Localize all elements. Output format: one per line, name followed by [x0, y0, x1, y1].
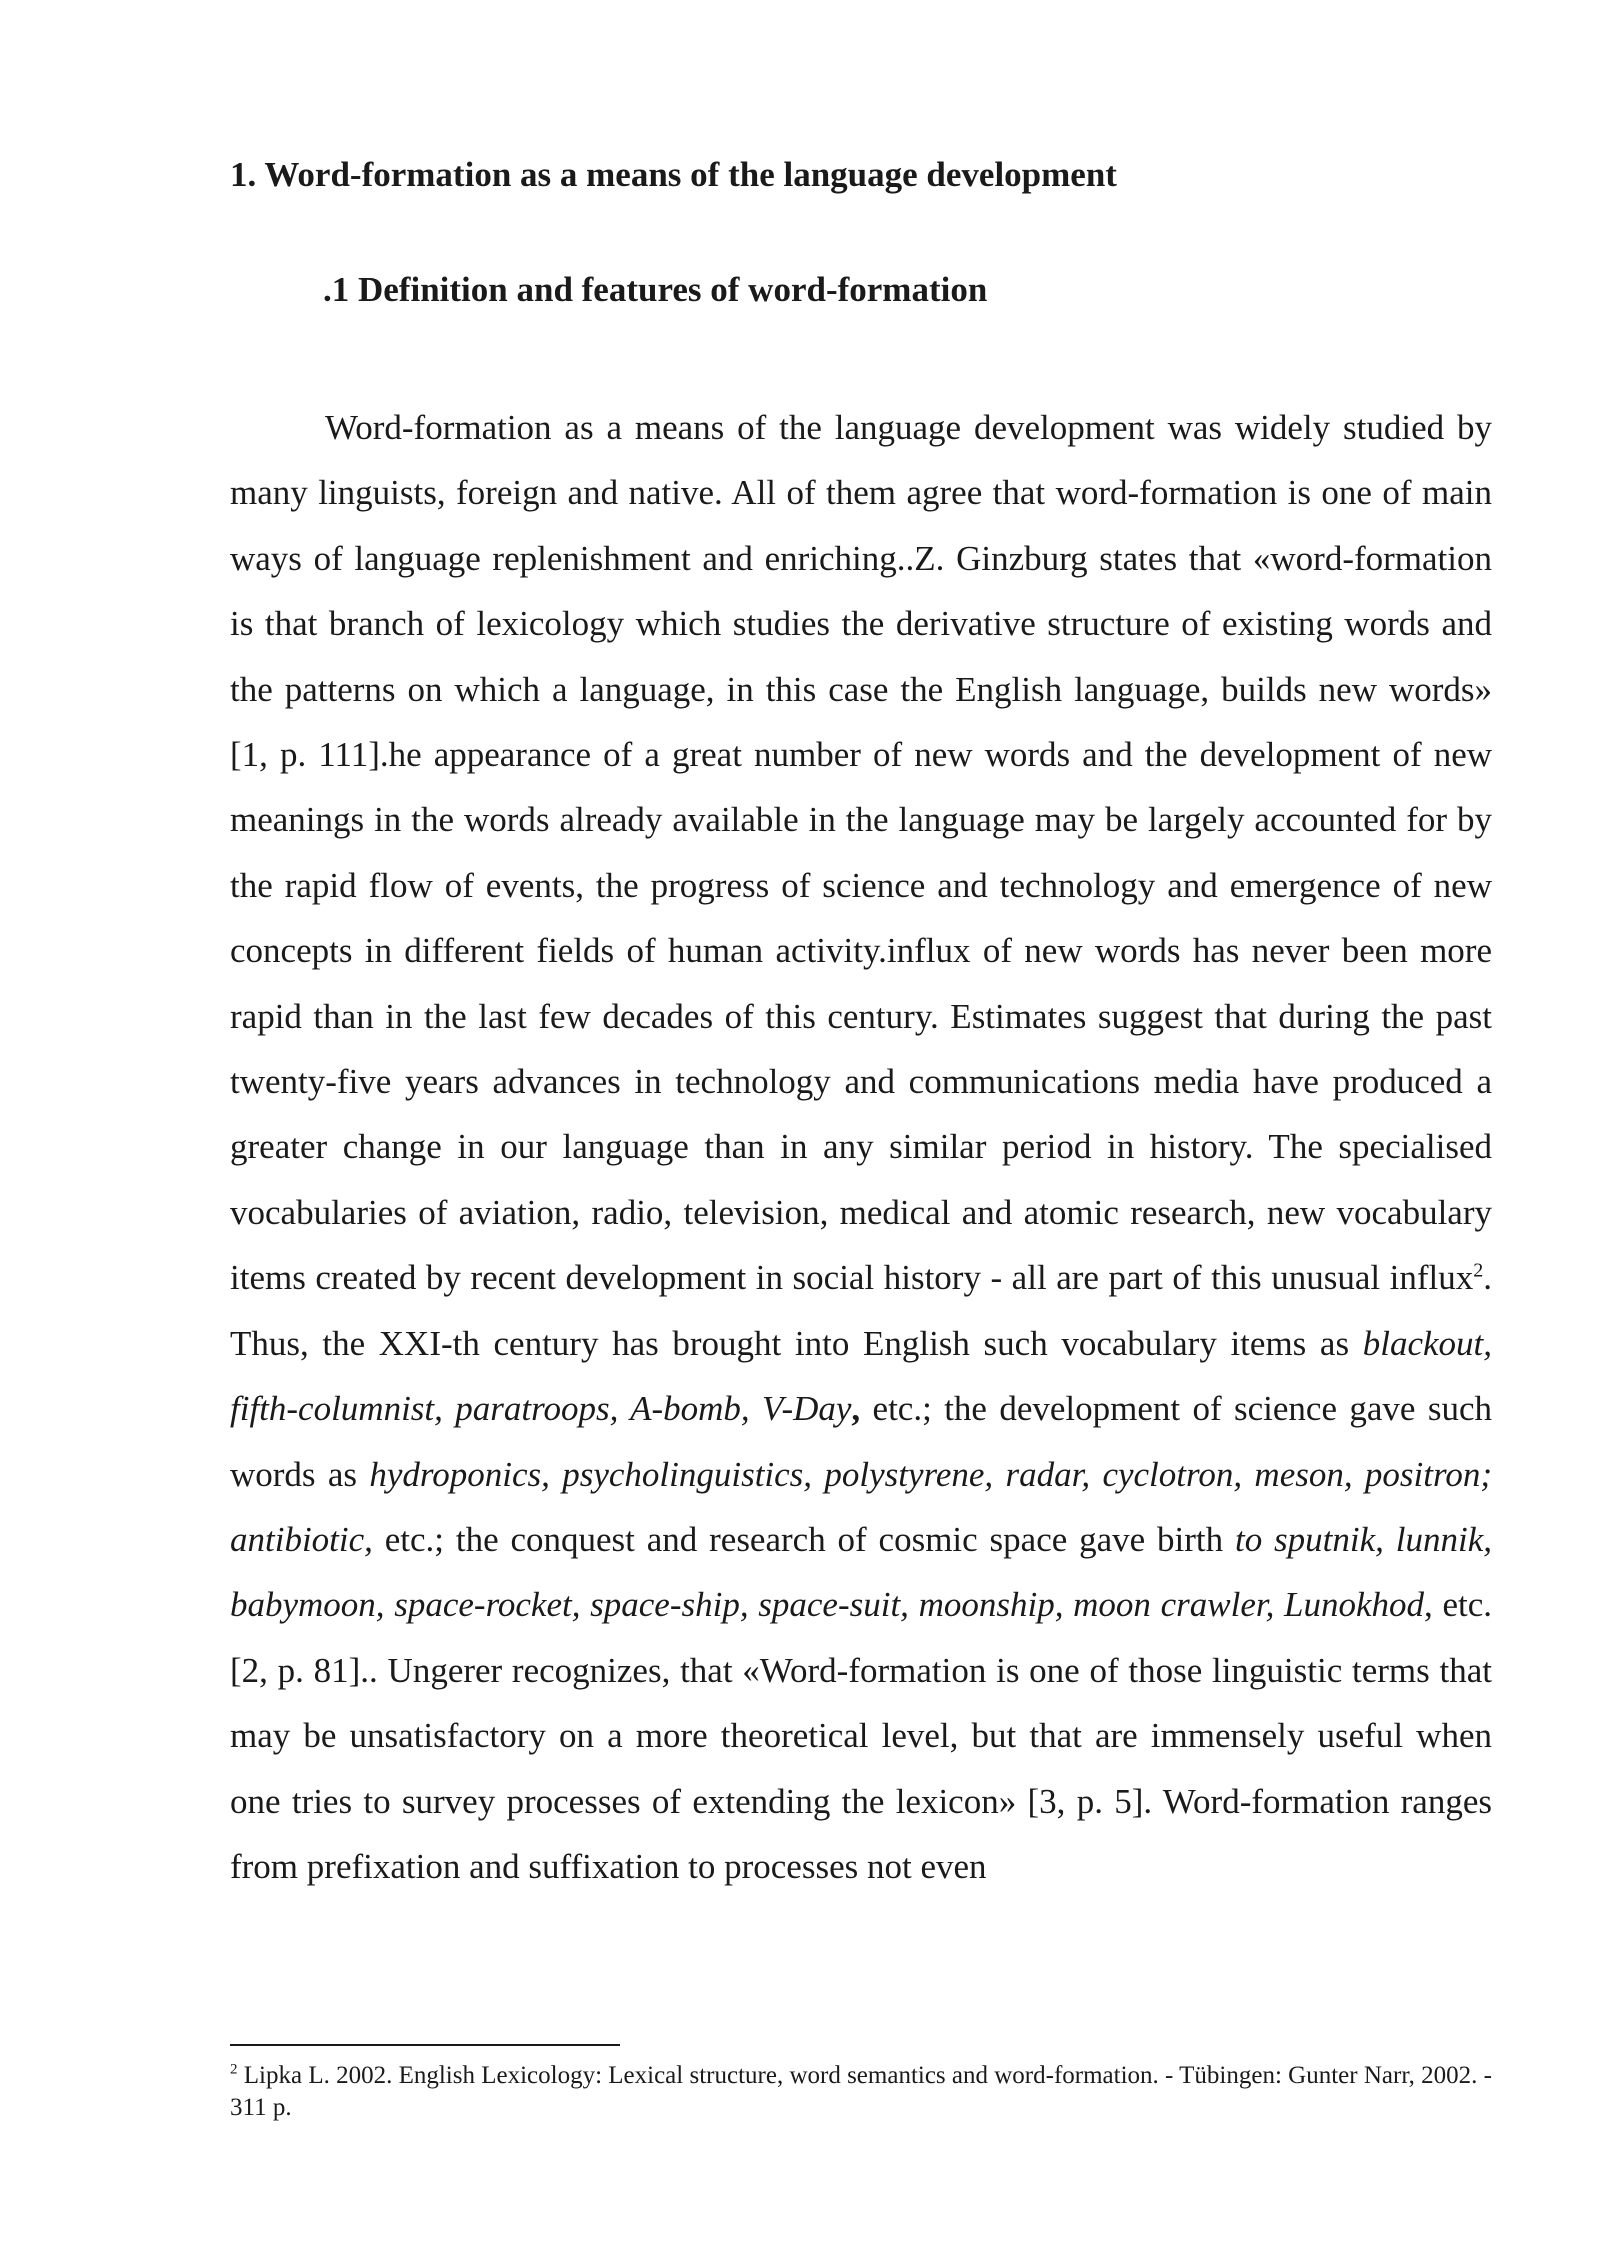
body-text-run: , etc. [2, p. 81].. Ungerer recognizes, that «Word-formation is one of those linguistic terms that may be unsatisfactory on a more theoretical level, but that are immensely useful when one tries to survey processes of extending the lexicon» [3, p. 5]. Word-formation ranges from prefixation and suffixation to processes not even [230, 1585, 1492, 1886]
bold-comma: , [851, 1389, 861, 1429]
body-paragraph [230, 395, 1492, 1899]
footnote-separator [230, 2044, 620, 2046]
chapter-heading: 1. Word-formation as a means of the language development [230, 155, 1117, 194]
footnote-text: Lipka L. 2002. English Lexicology: Lexical structure, word semantics and word-formation. - Tübingen: Gunter Narr, 2002. - 311 p. [230, 2062, 1492, 2121]
footnote-reference[interactable]: 2 [1473, 1259, 1484, 1282]
footnote-number: 2 [230, 2061, 238, 2078]
footnote [230, 2060, 1492, 2124]
body-text-run: Word-formation as a means of the language development was widely studied by many linguists, foreign and native. All of them agree that word-formation is one of main ways of language replenishment and enriching..Z. Ginzburg states that «word-formation is that branch of lexicology which studies the derivative structure of existing words and the patterns on which a language, in this case the English language, builds new words» [1, p. 111].he appearance of a great number of new words and the development of new meanings in the words already available in the language may be largely accounted for by the rapid flow of events, the progress of science and technology and emergence of new concepts in different fields of human activity.influx of new words has never been more rapid than in the last few decades of this century. Estimates suggest that during the past twenty-five years advances in technology and communications media have produced a greater change in our language than in any similar period in history. The specialised vocabularies of aviation, radio, television, medical and atomic research, new vocabulary items created by recent development in social history - all are part of this unusual influx [230, 408, 1492, 1298]
italic-term-list: blackout, fifth-columnist, paratroops, A-bomb, V-Day [230, 1323, 1492, 1429]
italic-term-list: hydroponics, psycholinguistics, polystyrene, radar, cyclotron, meson, positron; antibiotic, [230, 1454, 1492, 1559]
section-heading: .1 Definition and features of word-formation [323, 270, 988, 309]
body-text-run: etc.; the development of science gave such words as [230, 1389, 1492, 1494]
italic-term-list: to sputnik, lunnik, babymoon, space-rocket, space-ship, space-suit, moonship, moon crawler, Lunokhod [230, 1519, 1492, 1625]
body-text-run: . Thus, the XXI-th century has brought into English such vocabulary items as [230, 1258, 1492, 1363]
body-text-run: etc.; the conquest and research of cosmic space gave birth [372, 1519, 1235, 1559]
